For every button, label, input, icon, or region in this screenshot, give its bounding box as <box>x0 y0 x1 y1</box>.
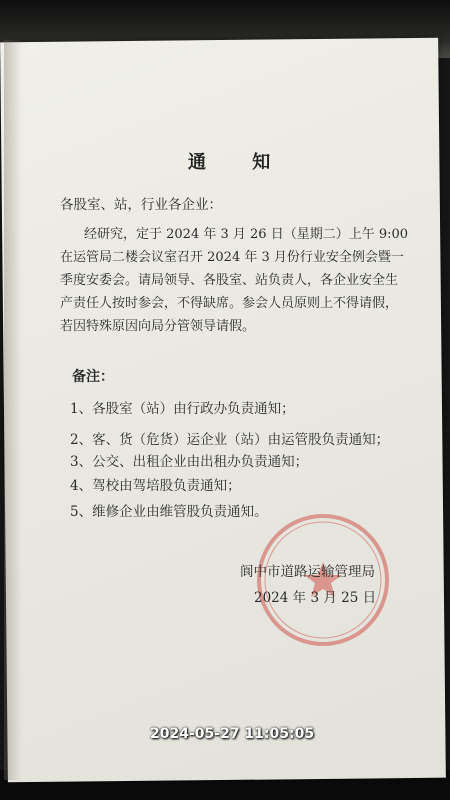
signature-organization: 阆中市道路运输管理局 <box>240 564 375 580</box>
paper-edge-shadow <box>4 40 22 780</box>
remark-item-3: 3、公交、出租企业由出租办负责通知； <box>70 454 309 470</box>
body-line-3: 季度安委会。请局领导、各股室、站负责人，各企业安全生 <box>60 273 399 288</box>
official-seal-stamp <box>253 510 393 650</box>
body-line-5: 若因特殊原因向局分管领导请假。 <box>60 319 256 334</box>
signature-date: 2024 年 3 月 25 日 <box>254 590 377 606</box>
addressee-line: 各股室、站，行业各企业： <box>60 197 222 213</box>
body-line-1: 经研究，定于 2024 年 3 月 26 日（星期二）上午 9:00 <box>84 227 409 242</box>
remark-item-1: 1、各股室（站）由行政办负责通知； <box>70 401 295 417</box>
remark-item-5: 5、维修企业由维管股负责通知。 <box>70 504 268 520</box>
body-line-4: 产责任人按时参会，不得缺席。参会人员原则上不得请假， <box>60 296 399 311</box>
photo-timestamp-overlay: 2024-05-27 11:05:05 <box>150 726 315 742</box>
remark-item-4: 4、驾校由驾培股负责通知； <box>70 478 241 494</box>
remark-item-2: 2、客、货（危货）运企业（站）由运管股负责通知； <box>70 432 390 448</box>
remarks-heading: 备注： <box>72 369 114 385</box>
document-title: 通 知 <box>188 152 291 173</box>
body-line-2: 在运管局二楼会议室召开 2024 年 3 月份行业安全例会暨一 <box>60 250 404 265</box>
